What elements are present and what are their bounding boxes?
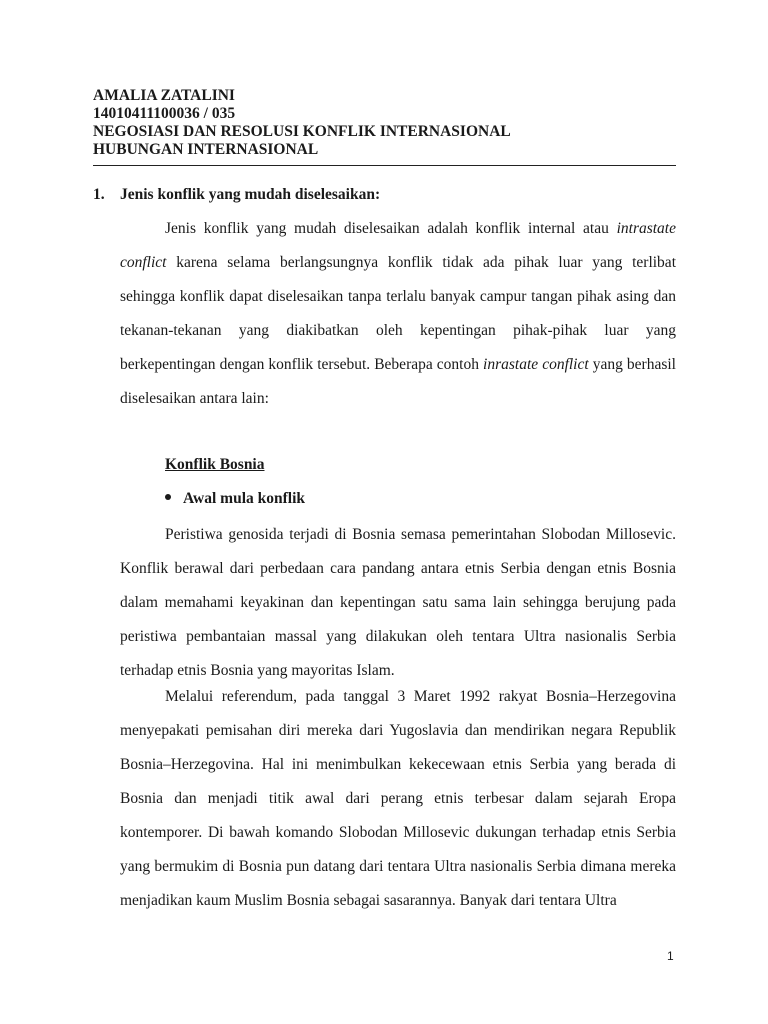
- department-name: HUBUNGAN INTERNASIONAL: [93, 141, 319, 158]
- paragraph-referendum: [120, 680, 676, 918]
- section-title: Konflik Bosnia: [165, 456, 265, 473]
- paragraph-intro: [120, 212, 676, 416]
- paragraph-intro-text-a: Jenis konflik yang mudah diselesaikan adalah konflik internal atau: [165, 220, 617, 237]
- header-divider: [93, 165, 676, 166]
- page-number: 1: [667, 949, 674, 963]
- document-header: [93, 87, 676, 159]
- course-title: NEGOSIASI DAN RESOLUSI KONFLIK INTERNASIONAL: [93, 123, 511, 140]
- bullet-item: [165, 490, 305, 508]
- paragraph-genocide-text: Peristiwa genosida terjadi di Bosnia semasa pemerintahan Slobodan Millosevic. Konflik berawal dari perbedaan cara pandang antara etnis Serbia dengan etnis Bosnia dalam memahami keyakinan dan kepentingan satu sama lain sehingga berujung pada peristiwa pembantaian massal yang dilakukan oleh tentara Ultra nasionalis Serbia terhadap etnis Bosnia yang mayoritas Islam.: [120, 526, 676, 679]
- paragraph-referendum-text: Melalui referendum, pada tanggal 3 Maret 1992 rakyat Bosnia–Herzegovina menyepakati pemisahan diri mereka dari Yugoslavia dan mendirikan negara Republik Bosnia–Herzegovina. Hal ini menimbulkan kekecewaan etnis Serbia yang berada di Bosnia dan menjadi titik awal dari perang etnis terbesar dalam sejarah Eropa kontemporer. Di bawah komando Slobodan Millosevic dukungan terhadap etnis Serbia yang bermukim di Bosnia pun datang dari tentara Ultra nasionalis Serbia dimana mereka menjadikan kaum Muslim Bosnia sebagai sasarannya. Banyak dari tentara Ultra: [120, 688, 676, 909]
- paragraph-intro-text-b: karena selama berlangsungnya konflik tidak ada pihak luar yang terlibat sehingga konflik dapat diselesaikan tanpa terlalu banyak campur tangan pihak asing dan tekanan-tekanan yang diakibatkan oleh kepentingan pihak-pihak luar yang berkepentingan dengan konflik tersebut. Beberapa contoh: [120, 254, 676, 373]
- question-number: 1.: [93, 186, 105, 203]
- term-intrastate: intrastate conflict: [120, 220, 676, 271]
- student-id: 14010411100036 / 035: [93, 105, 236, 122]
- paragraph-intro-text-c: yang berhasil diselesaikan antara lain:: [120, 356, 676, 407]
- paragraph-genocide: [120, 518, 676, 688]
- question-title: Jenis konflik yang mudah diselesaikan:: [120, 186, 381, 203]
- bullet-icon: [165, 494, 171, 500]
- author-name: AMALIA ZATALINI: [93, 87, 235, 104]
- term-inrastate: inrastate conflict: [483, 356, 589, 373]
- bullet-label: Awal mula konflik: [183, 490, 306, 507]
